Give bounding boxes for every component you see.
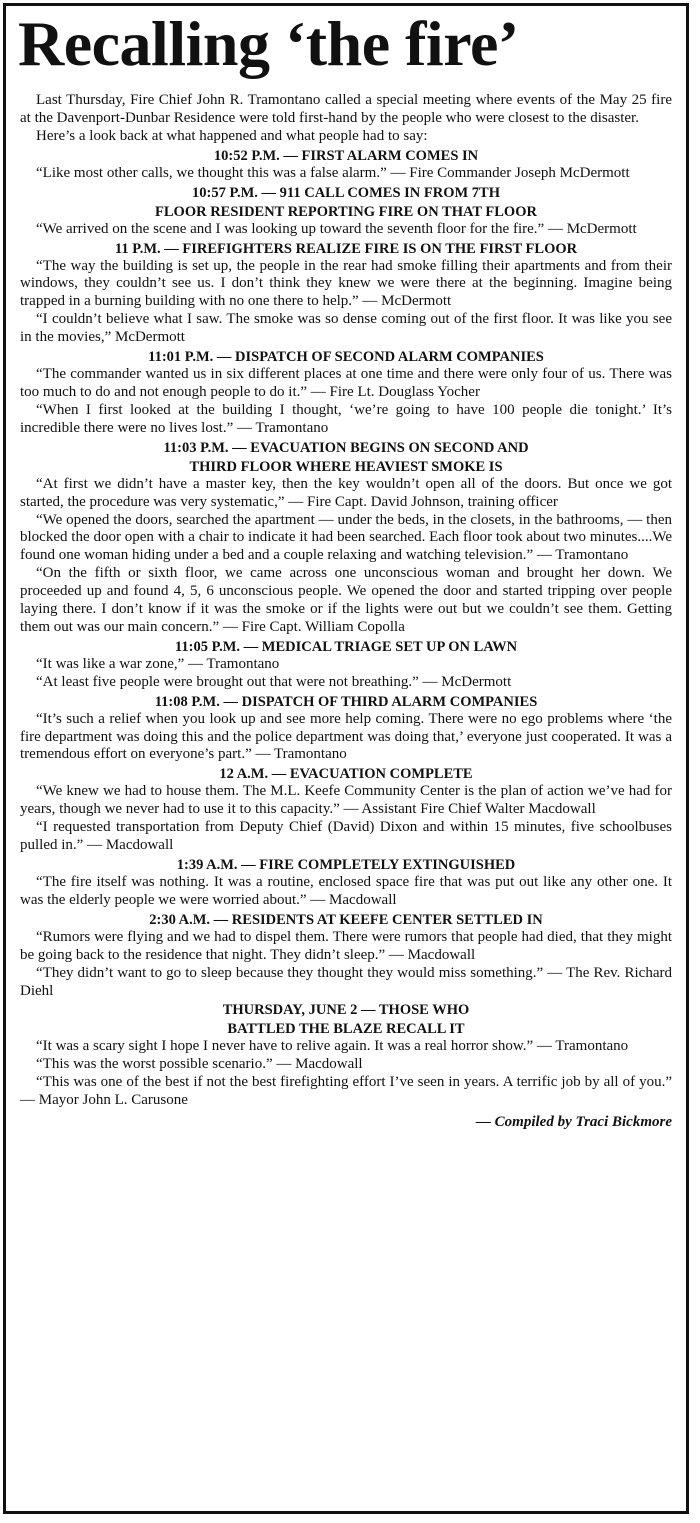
quote-paragraph: “I requested transportation from Deputy Chief (David) Dixon and within 15 minutes, five schoolbuses pulled in.” — Macdowall [20, 819, 672, 854]
section-heading: THIRD FLOOR WHERE HEAVIEST SMOKE IS [189, 458, 503, 475]
quote-paragraph: “The commander wanted us in six different places at one time and there were only four of us. There was too much to do and not enough people to do it.” — Fire Lt. Douglass Yocher [20, 366, 672, 400]
section-heading: 11:08 P.M. — DISPATCH OF THIRD ALARM COMPANIES [154, 693, 538, 710]
timeline-section [20, 856, 672, 910]
headline: Recalling ‘the fire’ [18, 8, 519, 79]
quote-paragraph: “We knew we had to house them. The M.L. Keefe Community Center is the plan of action we’ve had for years, though we never had to use it to this capacity.” — Assistant Fire Chief Walter Macdowall [20, 783, 672, 818]
article-frame [3, 3, 689, 1514]
quote-paragraph: “We opened the doors, searched the apartment — under the beds, in the closets, in the bathrooms, — then blocked the door open with a chair to indicate it had been searched. Each floor took about two minutes....We found one woman hiding under a bed and a couple relaxing and watching television.” — Tramontano [20, 511, 672, 564]
quote-paragraph: “When I first looked at the building I thought, ‘we’re going to have 100 people die tonight.’ It’s incredible there were no lives lost.” — Tramontano [20, 401, 672, 436]
quote-paragraph: “We arrived on the scene and I was looking up toward the seventh floor for the fire.” — McDermott [36, 220, 637, 237]
quote-paragraph: “Like most other calls, we thought this was a false alarm.” — Fire Commander Joseph McDermott [36, 164, 630, 181]
section-heading: FLOOR RESIDENT REPORTING FIRE ON THAT FLOOR [155, 203, 537, 220]
quote-paragraph: “It was a scary sight I hope I never have to relive again. It was a real horror show.” — Tramontano [36, 1038, 629, 1055]
timeline-section [20, 184, 672, 239]
timeline-section [20, 439, 672, 637]
quote-paragraph: “It was like a war zone,” — Tramontano [36, 655, 280, 672]
section-heading: 11:03 P.M. — EVACUATION BEGINS ON SECOND AND [163, 439, 529, 456]
section-heading: BATTLED THE BLAZE RECALL IT [227, 1021, 465, 1038]
section-heading: THURSDAY, JUNE 2 — THOSE WHO [222, 1002, 470, 1019]
section-heading: 11:01 P.M. — DISPATCH OF SECOND ALARM COMPANIES [148, 349, 544, 366]
timeline-section [20, 765, 672, 855]
section-heading: 2:30 A.M. — RESIDENTS AT KEEFE CENTER SETTLED IN [149, 911, 543, 928]
section-heading: 11:05 P.M. — MEDICAL TRIAGE SET UP ON LAWN [174, 638, 518, 655]
timeline-section [20, 147, 672, 183]
timeline-sections [20, 147, 672, 1110]
section-heading: 11 P.M. — FIREFIGHTERS REALIZE FIRE IS ON THE FIRST FLOOR [114, 240, 578, 257]
quote-paragraph: “At first we didn’t have a master key, then the key wouldn’t open all of the doors. But once we got started, the procedure was very systematic,” — Fire Capt. David Johnson, training officer [20, 475, 672, 510]
quote-paragraph: “The fire itself was nothing. It was a routine, enclosed space fire that was put out like any other one. It was the elderly people we were worried about.” — Macdowall [20, 874, 672, 908]
quote-paragraph: “I couldn’t believe what I saw. The smoke was so dense coming out of the first floor. It was like you see in the movies,” McDermott [20, 311, 672, 346]
credit-line: — Compiled by Traci Bickmore [475, 1114, 672, 1131]
quote-paragraph: “It’s such a relief when you look up and see more help coming. There were no ego problems where ‘the fire department was doing this and the police department was doing that,’ everyone just cooperated. It was a tremendous effort on everyone’s part.” — Tramontano [20, 710, 672, 763]
quote-paragraph: “This was the worst possible scenario.” — Macdowall [36, 1056, 363, 1073]
quote-paragraph: “Rumors were flying and we had to dispel them. There were rumors that people had died, that they might be going back to the residence that night. They didn’t sleep.” — Macdowall [20, 928, 672, 963]
section-heading: 10:57 P.M. — 911 CALL COMES IN FROM 7TH [191, 184, 500, 201]
quote-paragraph: “At least five people were brought out that were not breathing.” — McDermott [36, 673, 512, 690]
section-heading: 10:52 P.M. — FIRST ALARM COMES IN [213, 147, 479, 164]
timeline-section [20, 348, 672, 438]
intro-paragraph: Here’s a look back at what happened and what people had to say: [36, 127, 428, 144]
timeline-section [20, 1001, 672, 1110]
quote-paragraph: “On the fifth or sixth floor, we came across one unconscious woman and brought her down. We proceeded up and found 4, 5, 6 unconscious people. We opened the door and started tripping over people laying there. I don’t know if it was the smoke or if the lights were out but we couldn’t see them. Getting them out was our main concern.” — Fire Capt. William Copolla [20, 565, 672, 635]
section-heading: 12 A.M. — EVACUATION COMPLETE [219, 766, 473, 783]
intro-paragraph: Last Thursday, Fire Chief John R. Tramontano called a special meeting where events of the May 25 fire at the Davenport-Dunbar Residence were told first-hand by the people who were closest to the disaster. [20, 92, 672, 126]
timeline-section [20, 693, 672, 765]
quote-paragraph: “This was one of the best if not the best firefighting effort I’ve seen in years. A terrific job by all of you.” — Mayor John L. Carusone [20, 1074, 672, 1109]
timeline-section [20, 240, 672, 348]
quote-paragraph: “They didn’t want to go to sleep because they thought they would miss something.” — The Rev. Richard Diehl [20, 964, 672, 999]
quote-paragraph: “The way the building is set up, the people in the rear had smoke filling their apartments and from their windows, they couldn’t see us. I don’t think they knew we were there at the beginning. Imagine being trapped in a burning building with no one there to help.” — McDermott [20, 257, 672, 310]
timeline-section [20, 911, 672, 1001]
timeline-section [20, 638, 672, 692]
section-heading: 1:39 A.M. — FIRE COMPLETELY EXTINGUISHED [176, 857, 516, 873]
article-body [20, 92, 672, 1132]
